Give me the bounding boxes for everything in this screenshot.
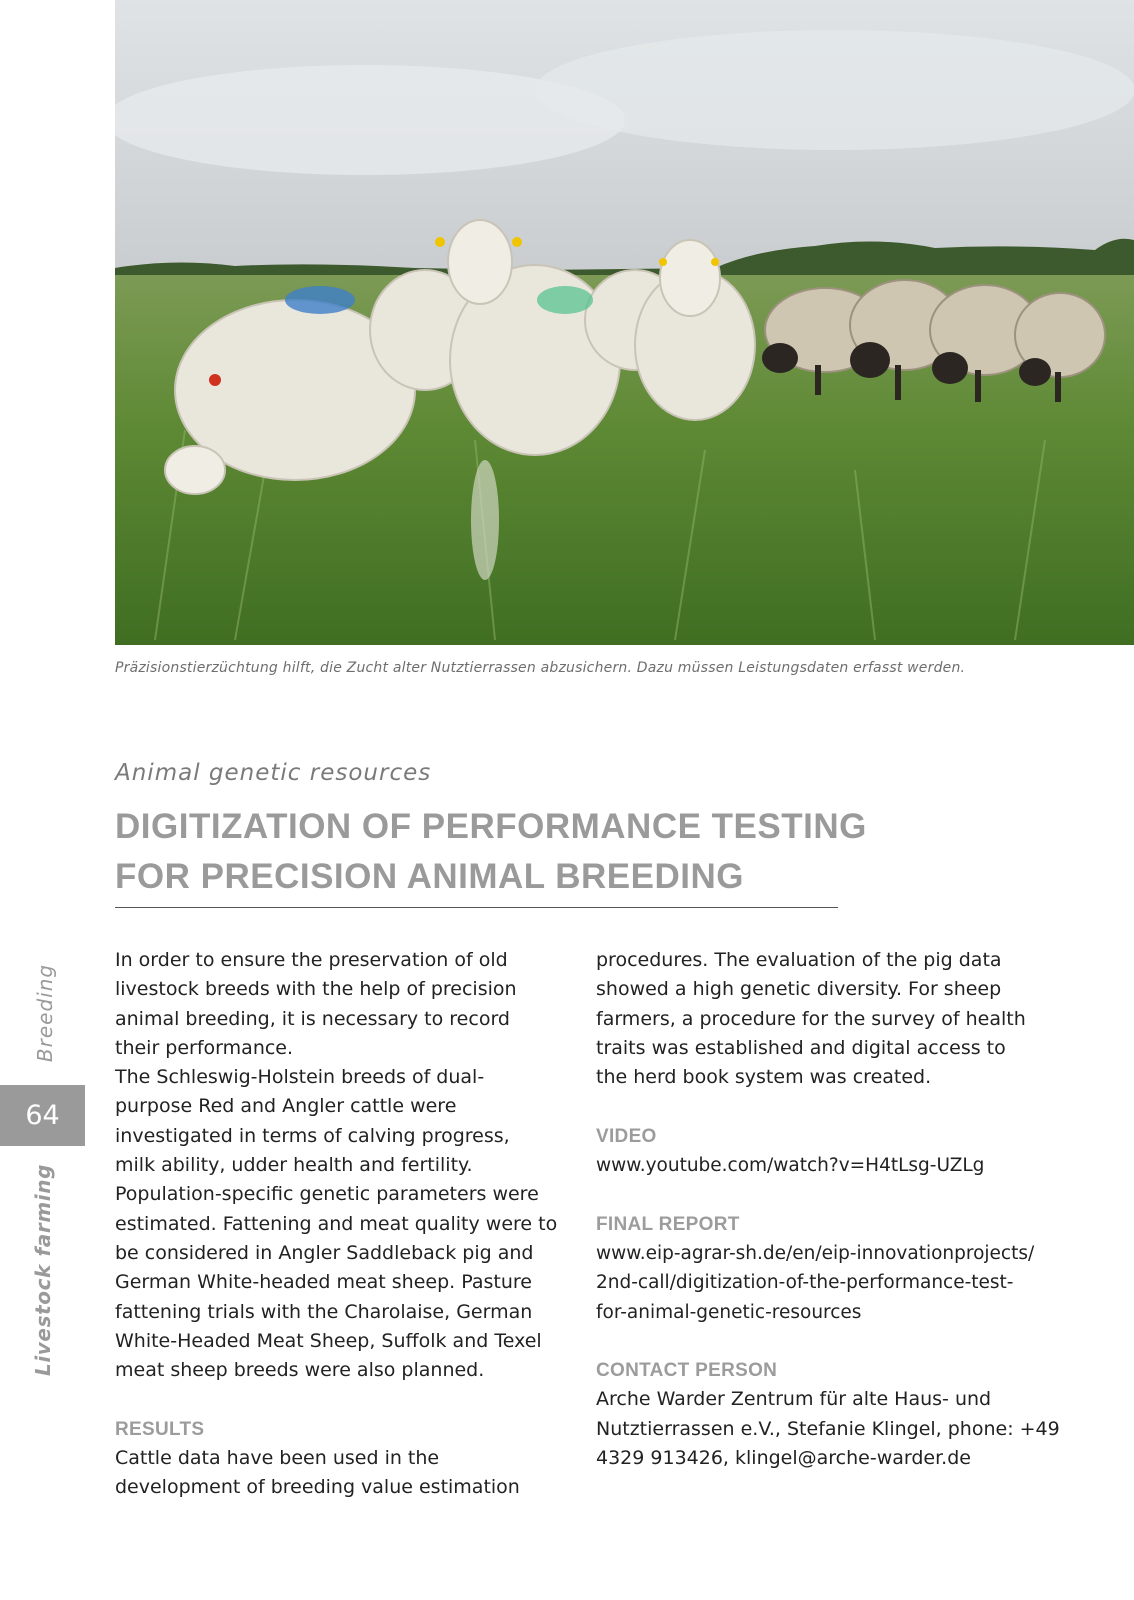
text-line: The Schleswig-Holstein breeds of dual- — [115, 1066, 485, 1089]
photo-caption: Präzisionstierzüchtung hilft, die Zucht alter Nutztierrassen abzusichern. Dazu müssen Leistungsdaten erfasst werden. — [115, 660, 966, 676]
link-line[interactable]: www.eip-agrar-sh.de/en/eip-innovationprojects/ — [596, 1242, 1035, 1264]
text-line: German White-headed meat sheep. Pasture — [115, 1271, 532, 1294]
text-line: animal breeding, it is necessary to record — [115, 1007, 510, 1030]
contact-details — [596, 1385, 1066, 1473]
text-line: Arche Warder Zentrum für alte Haus- und — [596, 1388, 992, 1411]
text-line: Population-specific genetic parameters were — [115, 1183, 539, 1206]
text-line: investigated in terms of calving progress, — [115, 1124, 510, 1147]
text-line: fattening trials with the Charolaise, German — [115, 1300, 533, 1323]
final-report-link[interactable] — [596, 1239, 1066, 1327]
title-divider — [115, 907, 838, 908]
text-line: showed a high genetic diversity. For sheep — [596, 978, 1002, 1001]
intro-paragraph — [115, 946, 585, 1063]
text-line: procedures. The evaluation of the pig data — [596, 949, 1002, 971]
text-line: Nutztierrassen e.V., Stefanie Klingel, phone: +49 — [596, 1417, 1060, 1440]
left-column — [115, 946, 585, 1503]
results-paragraph-start — [115, 1444, 585, 1503]
video-link[interactable]: www.youtube.com/watch?v=H4tLsg-UZLg — [596, 1155, 985, 1177]
text-line: 4329 913426, klingel@arche-warder.de — [596, 1447, 971, 1470]
page-number: 64 — [25, 1100, 60, 1131]
video-heading: VIDEO — [596, 1125, 657, 1147]
sheep-meadow-photo — [115, 0, 1134, 645]
text-line: purpose Red and Angler cattle were — [115, 1095, 457, 1118]
results-paragraph-end — [596, 946, 1066, 1092]
text-line: Cattle data have been used in the — [115, 1447, 440, 1470]
text-line: farmers, a procedure for the survey of health — [596, 1007, 1026, 1030]
text-line: estimated. Fattening and meat quality were to — [115, 1212, 558, 1235]
text-line: be considered in Angler Saddleback pig and — [115, 1241, 534, 1264]
side-section-label — [30, 963, 60, 1063]
article-kicker: Animal genetic resources — [115, 760, 432, 786]
title-line: DIGITIZATION OF PERFORMANCE TESTING — [115, 807, 867, 846]
text-line: In order to ensure the preservation of old — [115, 949, 508, 971]
sheep-meadow-illustration — [115, 0, 1134, 645]
text-line: milk ability, udder health and fertility. — [115, 1154, 473, 1177]
chapter-label-text: Livestock farming — [31, 1163, 55, 1377]
page-number-box — [0, 1085, 85, 1146]
final-report-heading: FINAL REPORT — [596, 1213, 740, 1235]
contact-heading: CONTACT PERSON — [596, 1360, 778, 1382]
link-line[interactable]: for-animal-genetic-resources — [596, 1301, 862, 1323]
text-line: meat sheep breeds were also planned. — [115, 1359, 485, 1382]
section-label-text: Breeding — [33, 963, 57, 1063]
right-column — [596, 946, 1066, 1473]
results-heading: RESULTS — [115, 1418, 205, 1440]
text-line: livestock breeds with the help of precision — [115, 978, 517, 1001]
article-title — [115, 802, 875, 902]
body-paragraph — [115, 1063, 585, 1385]
side-chapter-label — [28, 1165, 58, 1375]
text-line: White-Headed Meat Sheep, Suffolk and Texel — [115, 1329, 542, 1352]
text-line: their performance. — [115, 1036, 294, 1059]
text-line: traits was established and digital access to — [596, 1036, 1006, 1059]
text-line: the herd book system was created. — [596, 1066, 932, 1089]
link-line[interactable]: 2nd-call/digitization-of-the-performance-test- — [596, 1272, 1014, 1294]
text-line: development of breeding value estimation — [115, 1476, 520, 1499]
title-line: FOR PRECISION ANIMAL BREEDING — [115, 857, 744, 896]
